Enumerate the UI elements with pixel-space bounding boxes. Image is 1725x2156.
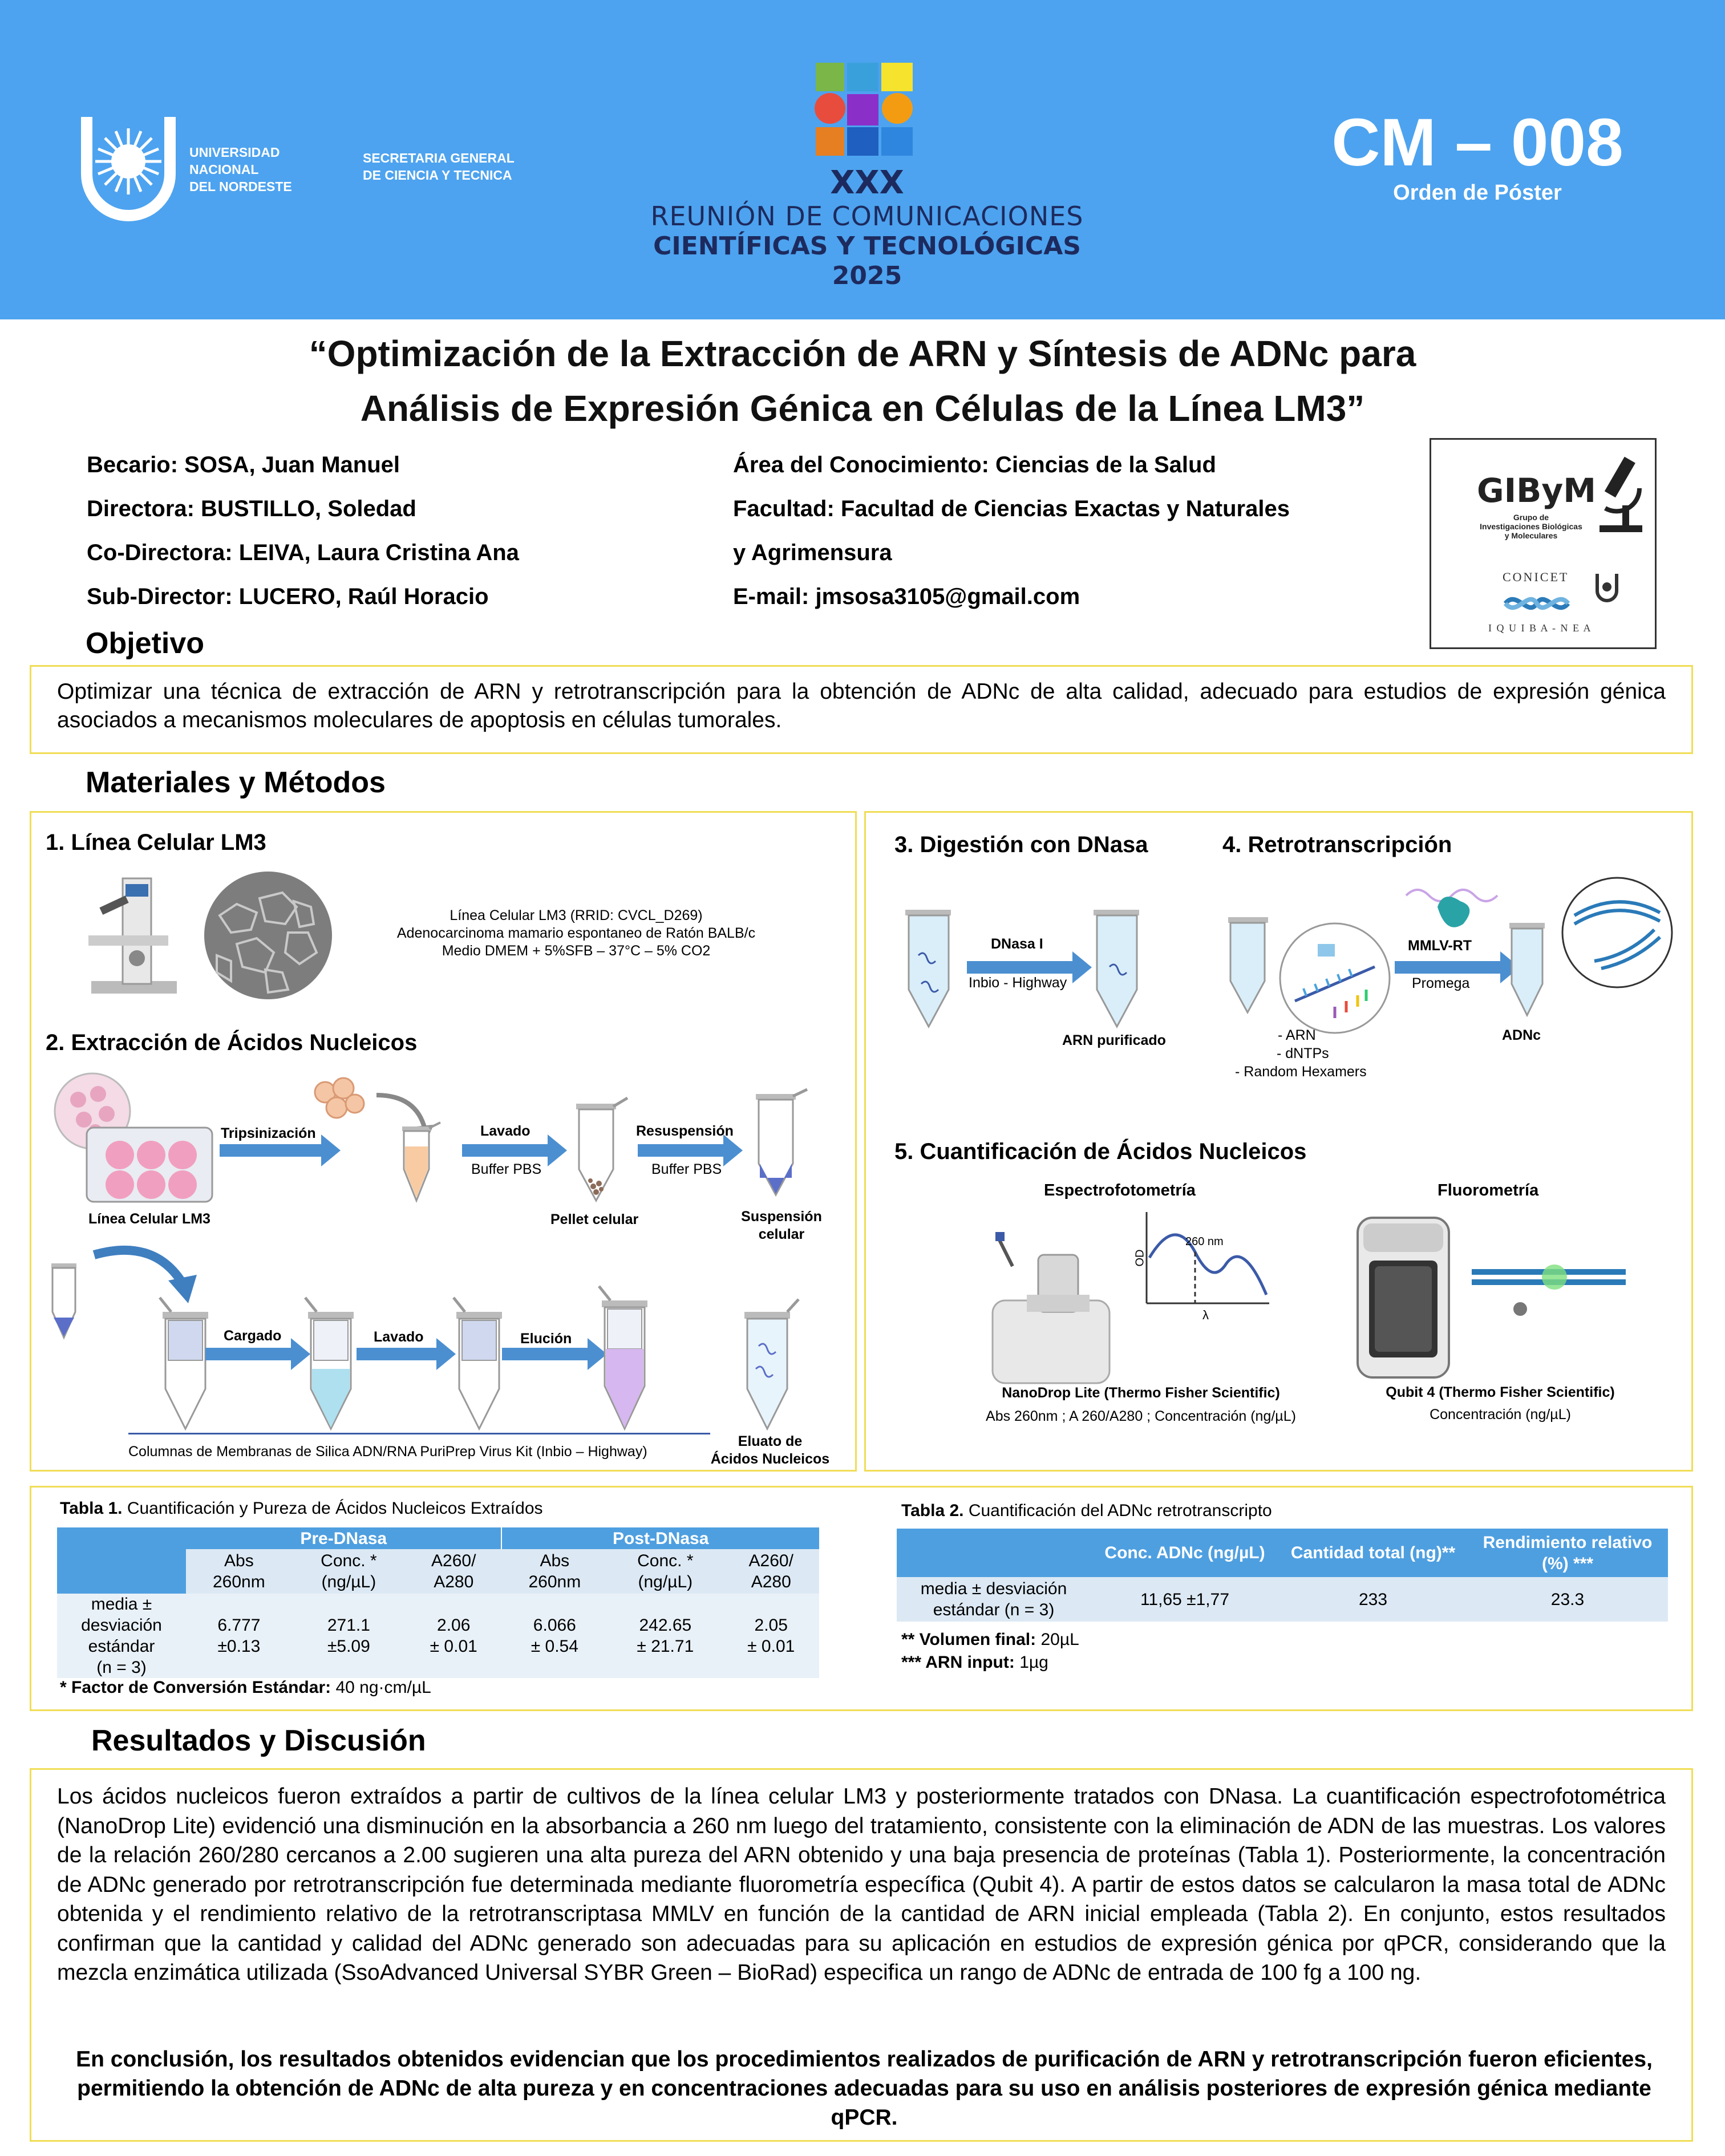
- tabla2: [897, 1529, 1668, 1622]
- tabla1-post: Post-DNasa: [501, 1527, 819, 1549]
- s5-title: 5. Cuantificación de Ácidos Nucleicos: [894, 1139, 1307, 1164]
- t1-row-label-3: (n = 3): [96, 1658, 147, 1677]
- t1-h-a-pre-2: A280: [434, 1573, 474, 1591]
- conicet-logo-icon: [1503, 589, 1571, 618]
- t1-h-conc-pre-1: Conc. *: [321, 1551, 377, 1570]
- s2-susp-2: celular: [758, 1226, 805, 1242]
- conicet-label: CONICET: [1503, 570, 1569, 584]
- tube-rt-1-icon: [1224, 913, 1272, 1015]
- s3-title: 3. Digestión con DNasa: [894, 832, 1148, 857]
- gibym-subtitle: [1477, 513, 1585, 540]
- microscope-icon: [1597, 454, 1648, 540]
- resultados-text: Los ácidos nucleicos fueron extraídos a partir de cultivos de la línea celular LM3 y posteriormente tratados con DNasa. La cuantificación espectrofotométrica (NanoDrop Lite) evidenció una disminución en la absorbancia a 260 nm luego del tratamiento, consistente con la eliminación de ADN de las muestras. Los valores de la relación 260/280 cercanos a 2.00 sugieren una alta pureza del ARN obtenido y una baja presencia de proteínas (Tabla 1). Posteriormente, la concentración de ADNc generado por retrotranscripción fue determinada mediante fluorometría específica (Qubit 4). A partir de estos datos se calcularon la masa total de ADNc obtenida y el rendimiento relativo de la retrotranscriptasa MMLV en función de la cantidad de ARN inicial empleada (Tabla 2). En conjunto, estos resultados confirman que la cantidad y calidad del ADNc generado son adecuadas para su aplicación en estudios de expresión génica por qPCR, considerando que la mezcla enzimática utilizada (SsoAdvanced Universal SYBR Green – BioRad) especifica un rango de ADNc de entrada de 100 fg a 100 ng.: [57, 1784, 1666, 1985]
- s5-nanodrop-sub: Abs 260nm ; A 260/A280 ; Concentración (ng/µL): [986, 1408, 1296, 1424]
- tabla2-corner: [897, 1529, 1091, 1577]
- t2-h-rend-1: Rendimiento relativo: [1483, 1533, 1653, 1552]
- column-tube-1-icon: [154, 1295, 217, 1432]
- cell-cluster-icon: [308, 1072, 371, 1129]
- resultados-heading: Resultados y Discusión: [91, 1724, 426, 1757]
- tabla2-fn1-bold: ** Volumen final:: [901, 1630, 1036, 1649]
- s1-desc-2: Adenocarcinoma mamario espontaneo de Ratón BALB/c: [396, 925, 756, 941]
- t1-cell-5-sd: ± 21.71: [637, 1637, 694, 1656]
- s2-eluato-label: [702, 1433, 839, 1468]
- tabla1: [57, 1527, 819, 1678]
- s3-inbio-label: Inbio - Highway: [969, 975, 1067, 991]
- objetivo-heading: Objetivo: [86, 627, 205, 660]
- uni-line-3: DEL NORDESTE: [189, 179, 292, 194]
- tabla2-fn2-bold: *** ARN input:: [901, 1653, 1015, 1672]
- arrow-lavado: [462, 1144, 548, 1157]
- event-logo-icon: [813, 60, 916, 160]
- s2-buffer-2: Buffer PBS: [651, 1161, 722, 1177]
- tube-dnasa-1-icon: [898, 904, 958, 1030]
- tabla1-corner: [57, 1527, 186, 1594]
- t2-row-label: [897, 1577, 1091, 1622]
- tabla2-fn1-text: 20µL: [1036, 1630, 1079, 1649]
- area: Área del Conocimiento: Ciencias de la Salud: [733, 452, 1216, 477]
- s5-nm-label: 260 nm: [1185, 1235, 1224, 1248]
- sec-line-1: SECRETARIA GENERAL: [363, 151, 515, 165]
- small-tube-blue-icon: [47, 1261, 81, 1340]
- tabla2-caption-text: Cuantificación del ADNc retrotranscripto: [963, 1501, 1272, 1520]
- sec-line-2: DE CIENCIA Y TECNICA: [363, 168, 512, 183]
- poster-title: [114, 326, 1611, 436]
- qubit-device-icon: [1355, 1215, 1452, 1380]
- column-tube-3-icon: [448, 1295, 511, 1432]
- s2-columnas-label: Columnas de Membranas de Silica ADN/RNA PuriPrep Virus Kit (Inbio – Highway): [128, 1444, 647, 1460]
- tabla2-fn1: [901, 1628, 1079, 1651]
- t1-h-abs-post-2: 260nm: [528, 1573, 581, 1591]
- t1-cell-6: [723, 1594, 819, 1678]
- s4-title: 4. Retrotranscripción: [1222, 832, 1452, 857]
- tabla2-footnotes: [901, 1628, 1079, 1674]
- gibym-sub-3: y Moleculares: [1504, 531, 1558, 540]
- absorbance-plot-icon: [1135, 1212, 1272, 1315]
- authors-left: [87, 443, 519, 619]
- s2-buffer-1: Buffer PBS: [471, 1161, 542, 1177]
- t1-cell-4-v: 6.066: [533, 1616, 576, 1635]
- t1-h-a-post-1: A260/: [748, 1551, 793, 1570]
- arrow-dnasa: [967, 961, 1072, 974]
- s4-arn-label: - ARN: [1278, 1027, 1316, 1043]
- eluate-tube-icon: [736, 1295, 799, 1432]
- s4-dntps-label: - dNTPs: [1277, 1045, 1329, 1061]
- tabla1-caption-bold: Tabla 1.: [60, 1499, 123, 1518]
- s2-elucion-label: Elución: [520, 1331, 572, 1347]
- cell-culture-image-icon: [203, 870, 334, 1001]
- arrow-resusp: [638, 1144, 723, 1157]
- event-line-1: REUNIÓN DE COMUNICACIONES: [650, 201, 1084, 232]
- t1-h-a-pre-1: A260/: [431, 1551, 476, 1570]
- conclusion-text: En conclusión, los resultados obtenidos evidencian que los procedimientos realizados de purificación de ARN y retrotranscripción fueron eficientes, permitiendo la obtención de ADNc de alta pureza y en concentraciones adecuadas para su uso en análisis posteriores de expresión génica mediante qPCR.: [76, 2047, 1653, 2130]
- enzyme-icon: [1403, 873, 1506, 935]
- s5-nanodrop-label: NanoDrop Lite (Thermo Fisher Scientific): [1002, 1385, 1280, 1401]
- t1-h-conc-post: [608, 1549, 723, 1594]
- tube-pellet-icon: [565, 1092, 633, 1203]
- poster-code-block: [1312, 106, 1643, 206]
- s5-od-label: OD: [1133, 1249, 1147, 1267]
- s2-suspension-label: [724, 1208, 839, 1243]
- unne-logo-icon: [80, 111, 177, 225]
- t2-cell-rend: 23.3: [1550, 1590, 1585, 1609]
- tabla2-fn2-text: 1µg: [1014, 1653, 1048, 1672]
- authors-right: [733, 443, 1290, 619]
- reagents-bubble-icon: [1278, 921, 1392, 1035]
- arrow-tripsin: [220, 1144, 321, 1157]
- t1-h-abs-pre: [186, 1549, 292, 1594]
- t2-row-label-1: media ± desviación: [920, 1579, 1067, 1598]
- t1-cell-1: [186, 1594, 292, 1678]
- s4-random-label: - Random Hexamers: [1235, 1064, 1367, 1080]
- t1-h-a-post: [723, 1549, 819, 1594]
- title-line-2: Análisis de Expresión Génica en Células de la Línea LM3”: [360, 388, 1365, 429]
- tabla2-caption-bold: Tabla 2.: [901, 1501, 964, 1520]
- t1-h-conc-post-2: (ng/µL): [638, 1573, 693, 1591]
- gibym-logo: GIByM: [1477, 471, 1596, 510]
- t1-cell-3-sd: ± 0.01: [430, 1637, 477, 1656]
- facultad-line-1: Facultad: Facultad de Ciencias Exactas y Naturales: [733, 496, 1290, 521]
- s2-pellet-label: Pellet celular: [550, 1211, 639, 1227]
- directora: Directora: BUSTILLO, Soledad: [87, 496, 416, 521]
- t1-cell-6-sd: ± 0.01: [747, 1637, 795, 1656]
- tube-orange-icon: [394, 1118, 445, 1203]
- tabla2-fn2: [901, 1651, 1079, 1674]
- tube-dnasa-2-icon: [1087, 904, 1147, 1030]
- tabla1-caption: [60, 1499, 543, 1518]
- arrow-cargado: [205, 1348, 291, 1360]
- t1-cell-3: [406, 1594, 501, 1678]
- tube-rt-2-icon: [1506, 918, 1549, 1018]
- tube-suspension-icon: [747, 1084, 810, 1198]
- s4-promega-label: Promega: [1412, 975, 1470, 991]
- table-row: [57, 1594, 819, 1678]
- gibym-sub-2: Investigaciones Biológicas: [1480, 522, 1582, 531]
- t1-cell-1-v: 6.777: [217, 1616, 261, 1635]
- bracket-line: [128, 1433, 710, 1434]
- s2-linea-label: Línea Celular LM3: [88, 1211, 210, 1227]
- t1-cell-4-sd: ± 0.54: [531, 1637, 578, 1656]
- poster-code: CM – 008: [1331, 105, 1623, 180]
- s2-resusp-label: Resuspensión: [636, 1123, 734, 1139]
- t2-h-conc: Conc. ADNc (ng/µL): [1104, 1543, 1265, 1562]
- t1-row-label-1: media ±: [91, 1595, 152, 1614]
- table-row: [897, 1577, 1668, 1622]
- t1-cell-6-v: 2.05: [754, 1616, 788, 1635]
- column-tube-2-icon: [299, 1295, 362, 1432]
- s2-eluato-1: Eluato de: [738, 1433, 803, 1449]
- group-logo-box: [1430, 438, 1657, 649]
- s2-susp-1: Suspensión: [741, 1209, 822, 1225]
- s5-espectro-label: Espectrofotometría: [1044, 1181, 1196, 1199]
- t1-cell-2: [292, 1594, 406, 1678]
- tabla1-pre: Pre-DNasa: [186, 1527, 501, 1549]
- well-plate-icon: [86, 1126, 214, 1203]
- secretaria-name: [363, 149, 515, 184]
- t2-h-total: Cantidad total (ng)**: [1290, 1543, 1456, 1562]
- s5-lambda-label: λ: [1202, 1308, 1209, 1322]
- email: E-mail: jmsosa3105@gmail.com: [733, 584, 1080, 609]
- s2-tripsin-label: Tripsinización: [221, 1125, 316, 1141]
- arrow-elucion: [502, 1348, 588, 1360]
- uni-line-2: NACIONAL: [189, 162, 259, 177]
- s4-adnc-label: ADNc: [1502, 1027, 1541, 1043]
- s2-lavado2-label: Lavado: [374, 1329, 424, 1345]
- t1-row-label: [57, 1594, 186, 1678]
- title-line-1: “Optimización de la Extracción de ARN y Síntesis de ADNc para: [309, 333, 1416, 374]
- t1-h-a-post-2: A280: [751, 1573, 791, 1591]
- becario: Becario: SOSA, Juan Manuel: [87, 452, 400, 477]
- t1-cell-2-v: 271.1: [327, 1616, 370, 1635]
- university-name: [189, 144, 326, 195]
- codirectora: Co-Directora: LEIVA, Laura Cristina Ana: [87, 540, 519, 565]
- s1-description: [371, 907, 781, 960]
- s2-title: 2. Extracción de Ácidos Nucleicos: [46, 1030, 418, 1055]
- column-tube-4-icon: [593, 1283, 656, 1432]
- s4-mmlv-label: MMLV-RT: [1408, 938, 1472, 954]
- t1-h-abs-post-1: Abs: [540, 1551, 570, 1570]
- t2-cell-total: 233: [1358, 1590, 1388, 1609]
- poster-order: Orden de Póster: [1393, 181, 1562, 205]
- event-title: [639, 165, 1095, 291]
- nanodrop-device-icon: [987, 1232, 1115, 1386]
- uni-line-1: UNIVERSIDAD: [189, 145, 280, 160]
- dna-bubble-icon: [1560, 876, 1674, 990]
- s3-arn-label: ARN purificado: [1062, 1032, 1166, 1048]
- t1-cell-4: [501, 1594, 608, 1678]
- s2-eluato-2: Ácidos Nucleicos: [710, 1451, 830, 1467]
- event-number: XXX: [830, 164, 904, 201]
- t1-cell-1-sd: ±0.13: [217, 1637, 261, 1656]
- objetivo-text: Optimizar una técnica de extracción de ARN y retrotranscripción para la obtención de ADNc de alta calidad, adecuado para estudios de expresión génica asociados a mecanismos moleculares de apoptosis en células tumorales.: [57, 679, 1666, 732]
- t1-h-conc-pre: [292, 1549, 406, 1594]
- tabla1-caption-text: Cuantificación y Pureza de Ácidos Nucleicos Extraídos: [122, 1499, 543, 1518]
- s5-fluoro-label: Fluorometría: [1438, 1181, 1539, 1199]
- arrow-lavado2: [357, 1348, 436, 1360]
- arrow-rt: [1395, 961, 1500, 974]
- facultad-line-2: y Agrimensura: [733, 540, 892, 565]
- subdirector: Sub-Director: LUCERO, Raúl Horacio: [87, 584, 489, 609]
- s5-qubit-label: Qubit 4 (Thermo Fisher Scientific): [1386, 1384, 1615, 1400]
- t1-h-a-pre: [406, 1549, 501, 1594]
- t1-cell-3-v: 2.06: [437, 1616, 471, 1635]
- event-line-2: CIENTÍFICAS Y TECNOLÓGICAS 2025: [653, 232, 1081, 290]
- s2-cargado-label: Cargado: [224, 1328, 282, 1344]
- gibym-sub-1: Grupo de: [1513, 513, 1549, 522]
- t1-h-abs-pre-2: 260nm: [213, 1573, 265, 1591]
- microscope-illustration-icon: [68, 867, 188, 998]
- s2-lavado-label: Lavado: [480, 1123, 531, 1139]
- s5-qubit-sub: Concentración (ng/µL): [1430, 1407, 1571, 1423]
- t2-h-rend-2: (%) ***: [1541, 1554, 1593, 1573]
- t2-row-label-2: estándar (n = 3): [933, 1600, 1055, 1619]
- iquiba-label: I Q U I B A - N E A: [1488, 622, 1592, 634]
- t1-h-conc-post-1: Conc. *: [637, 1551, 694, 1570]
- t1-h-conc-pre-2: (ng/µL): [321, 1573, 376, 1591]
- t1-h-abs-post: [501, 1549, 608, 1594]
- fluorescence-dna-icon: [1472, 1258, 1631, 1320]
- t1-row-label-2: desviación estándar: [81, 1616, 162, 1656]
- t1-cell-2-sd: ±5.09: [327, 1637, 370, 1656]
- tabla1-footnote-bold: * Factor de Conversión Estándar:: [60, 1678, 331, 1697]
- tabla2-caption: [901, 1501, 1272, 1521]
- s1-title: 1. Línea Celular LM3: [46, 830, 266, 855]
- t1-cell-5: [608, 1594, 723, 1678]
- t2-h-rend: [1467, 1529, 1668, 1577]
- t1-cell-5-v: 242.65: [639, 1616, 692, 1635]
- s3-dnasa-label: DNasa I: [991, 936, 1043, 952]
- unne-small-logo-icon: [1593, 571, 1621, 605]
- s1-desc-1: Línea Celular LM3 (RRID: CVCL_D269): [450, 907, 703, 923]
- t1-h-abs-pre-1: Abs: [224, 1551, 254, 1570]
- s1-desc-3: Medio DMEM + 5%SFB – 37°C – 5% CO2: [442, 943, 711, 959]
- tabla1-footnote-text: 40 ng·cm/µL: [331, 1678, 431, 1697]
- t2-cell-conc: 11,65 ±1,77: [1140, 1590, 1230, 1609]
- tabla1-footnote: [60, 1678, 431, 1697]
- metodos-heading: Materiales y Métodos: [86, 766, 386, 799]
